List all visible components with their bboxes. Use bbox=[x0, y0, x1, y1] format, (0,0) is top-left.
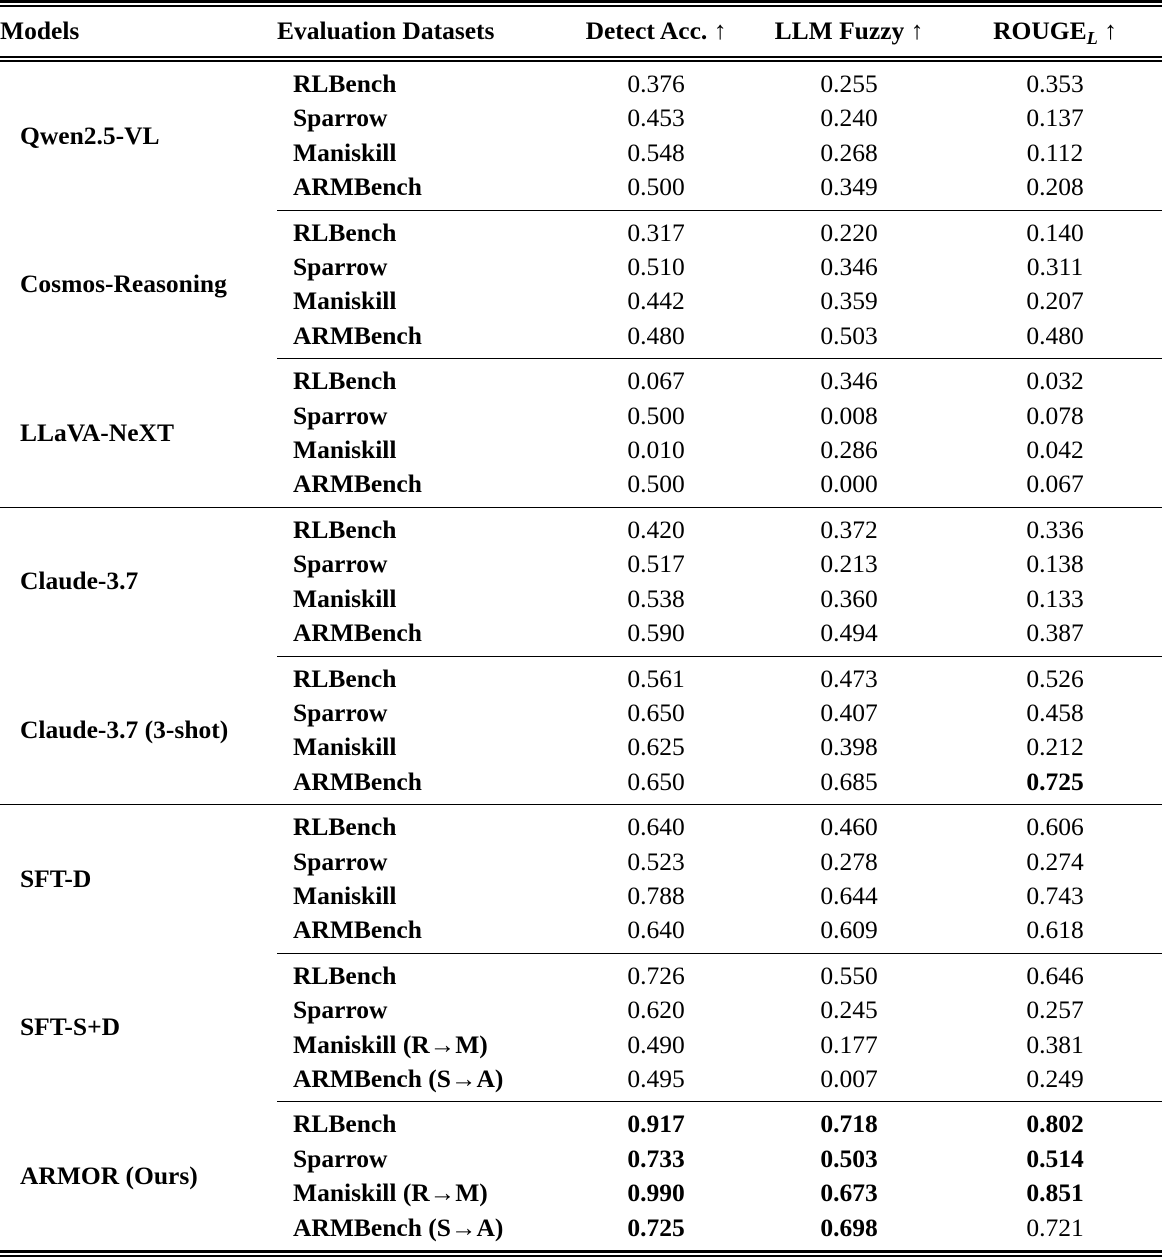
metric-fuzzy-cell: 0.286 bbox=[820, 435, 878, 465]
dataset-name-cell: Maniskill (R→M) bbox=[293, 1178, 488, 1208]
metric-rouge-cell: 0.042 bbox=[1026, 435, 1084, 465]
dataset-name-cell: Maniskill bbox=[293, 286, 397, 316]
metric-rouge-cell: 0.802 bbox=[1026, 1109, 1084, 1139]
metric-rouge-cell: 0.274 bbox=[1026, 846, 1084, 876]
table-row bbox=[0, 216, 1162, 250]
dataset-name-cell: Sparrow bbox=[293, 252, 388, 282]
column-header-rouge-l bbox=[948, 7, 1162, 57]
column-header-detect-acc-label: Detect Acc. bbox=[585, 16, 708, 45]
table-row bbox=[0, 662, 1162, 696]
benchmark-results-table bbox=[0, 7, 1162, 1250]
metric-rouge-cell: 0.606 bbox=[1026, 812, 1084, 842]
metric-fuzzy-cell: 0.240 bbox=[820, 103, 878, 133]
dataset-name-cell: ARMBench bbox=[293, 766, 422, 796]
dataset-name-cell: Sparrow bbox=[293, 846, 388, 876]
metric-detect-cell: 0.640 bbox=[627, 915, 685, 945]
metric-fuzzy-cell: 0.268 bbox=[820, 137, 878, 167]
metric-rouge-cell: 0.743 bbox=[1026, 880, 1084, 910]
dataset-name-cell: Maniskill (R→M) bbox=[293, 1029, 488, 1059]
table-bottom-rule-outer bbox=[0, 1250, 1162, 1253]
column-header-detect-acc bbox=[562, 7, 750, 57]
metric-fuzzy-cell: 0.398 bbox=[820, 732, 878, 762]
metric-rouge-cell: 0.212 bbox=[1026, 732, 1084, 762]
metric-detect-cell: 0.317 bbox=[627, 217, 685, 247]
metric-fuzzy-cell: 0.494 bbox=[820, 618, 878, 648]
model-name-cell: Qwen2.5-VL bbox=[20, 120, 160, 150]
dataset-name-cell: RLBench bbox=[293, 960, 397, 990]
metric-fuzzy-cell: 0.213 bbox=[820, 549, 878, 579]
column-header-llm-fuzzy bbox=[750, 7, 948, 57]
table-row bbox=[0, 67, 1162, 101]
metric-detect-cell: 0.523 bbox=[627, 846, 685, 876]
up-arrow-icon: ↑ bbox=[713, 16, 727, 45]
table-row bbox=[0, 364, 1162, 398]
dataset-name-cell: RLBench bbox=[293, 1109, 397, 1139]
metric-fuzzy-cell: 0.346 bbox=[820, 366, 878, 396]
table-header-row bbox=[0, 7, 1162, 57]
model-name-cell: ARMOR (Ours) bbox=[20, 1160, 198, 1190]
dataset-name-cell: ARMBench bbox=[293, 469, 422, 499]
metric-fuzzy-cell: 0.673 bbox=[820, 1178, 878, 1208]
metric-detect-cell: 0.067 bbox=[627, 366, 685, 396]
metric-rouge-cell: 0.514 bbox=[1026, 1143, 1084, 1173]
column-header-rouge-l-label: ROUGE bbox=[993, 16, 1087, 45]
dataset-name-cell: RLBench bbox=[293, 514, 397, 544]
metric-fuzzy-cell: 0.007 bbox=[820, 1063, 878, 1093]
metric-fuzzy-cell: 0.503 bbox=[820, 320, 878, 350]
dataset-name-cell: Sparrow bbox=[293, 1143, 388, 1173]
metric-detect-cell: 0.517 bbox=[627, 549, 685, 579]
metric-fuzzy-cell: 0.177 bbox=[820, 1029, 878, 1059]
dataset-name-cell: RLBench bbox=[293, 217, 397, 247]
metric-fuzzy-cell: 0.473 bbox=[820, 663, 878, 693]
metric-fuzzy-cell: 0.685 bbox=[820, 766, 878, 796]
model-name-cell: SFT-S+D bbox=[20, 1012, 121, 1042]
dataset-name-cell: Maniskill bbox=[293, 137, 397, 167]
metric-rouge-cell: 0.480 bbox=[1026, 320, 1084, 350]
dataset-name-cell: ARMBench bbox=[293, 172, 422, 202]
metric-fuzzy-cell: 0.245 bbox=[820, 995, 878, 1025]
model-name-cell: LLaVA-NeXT bbox=[20, 417, 174, 447]
metric-fuzzy-cell: 0.349 bbox=[820, 172, 878, 202]
metric-detect-cell: 0.510 bbox=[627, 252, 685, 282]
up-arrow-icon: ↑ bbox=[1104, 16, 1117, 45]
metric-detect-cell: 0.490 bbox=[627, 1029, 685, 1059]
metric-detect-cell: 0.453 bbox=[627, 103, 685, 133]
metric-rouge-cell: 0.133 bbox=[1026, 583, 1084, 613]
metric-fuzzy-cell: 0.460 bbox=[820, 812, 878, 842]
metric-rouge-cell: 0.112 bbox=[1026, 137, 1084, 167]
metric-rouge-cell: 0.032 bbox=[1026, 366, 1084, 396]
metric-detect-cell: 0.788 bbox=[627, 880, 685, 910]
dataset-name-cell: Sparrow bbox=[293, 697, 388, 727]
table-top-rule-outer bbox=[0, 0, 1162, 3]
metric-fuzzy-cell: 0.346 bbox=[820, 252, 878, 282]
metric-detect-cell: 0.725 bbox=[627, 1212, 685, 1242]
metric-detect-cell: 0.442 bbox=[627, 286, 685, 316]
column-header-rouge-subscript: L bbox=[1086, 28, 1098, 49]
metric-detect-cell: 0.500 bbox=[627, 172, 685, 202]
metric-detect-cell: 0.990 bbox=[627, 1178, 685, 1208]
metric-rouge-cell: 0.249 bbox=[1026, 1063, 1084, 1093]
metric-fuzzy-cell: 0.278 bbox=[820, 846, 878, 876]
table-row bbox=[0, 959, 1162, 993]
model-name-cell: SFT-D bbox=[20, 863, 92, 893]
metric-detect-cell: 0.590 bbox=[627, 618, 685, 648]
dataset-name-cell: ARMBench (S→A) bbox=[293, 1063, 504, 1093]
table-row bbox=[0, 1107, 1162, 1141]
metric-fuzzy-cell: 0.644 bbox=[820, 880, 878, 910]
metric-rouge-cell: 0.078 bbox=[1026, 400, 1084, 430]
metric-rouge-cell: 0.725 bbox=[1026, 766, 1084, 796]
metric-fuzzy-cell: 0.220 bbox=[820, 217, 878, 247]
metric-detect-cell: 0.495 bbox=[627, 1063, 685, 1093]
table-body bbox=[0, 62, 1162, 1250]
metric-fuzzy-cell: 0.372 bbox=[820, 514, 878, 544]
dataset-name-cell: ARMBench bbox=[293, 320, 422, 350]
dataset-name-cell: Sparrow bbox=[293, 995, 388, 1025]
up-arrow-icon: ↑ bbox=[910, 16, 924, 45]
column-header-llm-fuzzy-label: LLM Fuzzy bbox=[774, 16, 905, 45]
model-name-cell: Cosmos-Reasoning bbox=[20, 269, 227, 299]
dataset-name-cell: Maniskill bbox=[293, 880, 397, 910]
metric-rouge-cell: 0.207 bbox=[1026, 286, 1084, 316]
metric-fuzzy-cell: 0.503 bbox=[820, 1143, 878, 1173]
metric-fuzzy-cell: 0.698 bbox=[820, 1212, 878, 1242]
metric-rouge-cell: 0.208 bbox=[1026, 172, 1084, 202]
metric-detect-cell: 0.538 bbox=[627, 583, 685, 613]
metric-detect-cell: 0.376 bbox=[627, 69, 685, 98]
dataset-name-cell: Maniskill bbox=[293, 583, 397, 613]
metric-fuzzy-cell: 0.609 bbox=[820, 915, 878, 945]
metric-rouge-cell: 0.067 bbox=[1026, 469, 1084, 499]
model-name-cell: Claude-3.7 bbox=[20, 566, 139, 596]
dataset-name-cell: Sparrow bbox=[293, 549, 388, 579]
metric-fuzzy-cell: 0.359 bbox=[820, 286, 878, 316]
dataset-name-cell: Maniskill bbox=[293, 732, 397, 762]
metric-rouge-cell: 0.851 bbox=[1026, 1178, 1084, 1208]
metric-detect-cell: 0.917 bbox=[627, 1109, 685, 1139]
model-name-cell: Claude-3.7 (3-shot) bbox=[20, 715, 229, 745]
metric-detect-cell: 0.010 bbox=[627, 435, 685, 465]
metric-fuzzy-cell: 0.718 bbox=[820, 1109, 878, 1139]
metric-detect-cell: 0.620 bbox=[627, 995, 685, 1025]
metric-fuzzy-cell: 0.008 bbox=[820, 400, 878, 430]
dataset-name-cell: RLBench bbox=[293, 663, 397, 693]
metric-detect-cell: 0.650 bbox=[627, 697, 685, 727]
metric-detect-cell: 0.480 bbox=[627, 320, 685, 350]
metric-rouge-cell: 0.721 bbox=[1026, 1212, 1084, 1242]
metric-detect-cell: 0.640 bbox=[627, 812, 685, 842]
metric-rouge-cell: 0.311 bbox=[1026, 252, 1084, 282]
metric-rouge-cell: 0.336 bbox=[1026, 514, 1084, 544]
column-header-models bbox=[0, 7, 277, 57]
metric-detect-cell: 0.500 bbox=[627, 469, 685, 499]
table-header bbox=[0, 7, 1162, 62]
metric-rouge-cell: 0.387 bbox=[1026, 618, 1084, 648]
dataset-name-cell: RLBench bbox=[293, 812, 397, 842]
metric-detect-cell: 0.420 bbox=[627, 514, 685, 544]
metric-detect-cell: 0.548 bbox=[627, 137, 685, 167]
metric-fuzzy-cell: 0.360 bbox=[820, 583, 878, 613]
metric-fuzzy-cell: 0.255 bbox=[820, 69, 878, 98]
dataset-name-cell: ARMBench bbox=[293, 915, 422, 945]
dataset-name-cell: Sparrow bbox=[293, 103, 388, 133]
metric-rouge-cell: 0.381 bbox=[1026, 1029, 1084, 1059]
metric-fuzzy-cell: 0.407 bbox=[820, 697, 878, 727]
metric-rouge-cell: 0.458 bbox=[1026, 697, 1084, 727]
metric-detect-cell: 0.561 bbox=[627, 663, 685, 693]
metric-detect-cell: 0.500 bbox=[627, 400, 685, 430]
metric-fuzzy-cell: 0.000 bbox=[820, 469, 878, 499]
column-header-datasets-label: Evaluation Datasets bbox=[277, 16, 495, 45]
metric-detect-cell: 0.650 bbox=[627, 766, 685, 796]
metric-detect-cell: 0.726 bbox=[627, 960, 685, 990]
table-row bbox=[0, 810, 1162, 844]
metric-rouge-cell: 0.140 bbox=[1026, 217, 1084, 247]
column-header-datasets bbox=[277, 7, 562, 57]
metric-rouge-cell: 0.526 bbox=[1026, 663, 1084, 693]
metric-rouge-cell: 0.257 bbox=[1026, 995, 1084, 1025]
metric-detect-cell: 0.733 bbox=[627, 1143, 685, 1173]
table-row bbox=[0, 513, 1162, 547]
metric-rouge-cell: 0.137 bbox=[1026, 103, 1084, 133]
dataset-name-cell: ARMBench bbox=[293, 618, 422, 648]
metric-detect-cell: 0.625 bbox=[627, 732, 685, 762]
metric-rouge-cell: 0.353 bbox=[1026, 69, 1084, 98]
metric-rouge-cell: 0.138 bbox=[1026, 549, 1084, 579]
metric-rouge-cell: 0.618 bbox=[1026, 915, 1084, 945]
dataset-name-cell: Maniskill bbox=[293, 435, 397, 465]
dataset-name-cell: RLBench bbox=[293, 366, 397, 396]
metric-fuzzy-cell: 0.550 bbox=[820, 960, 878, 990]
dataset-name-cell: RLBench bbox=[293, 69, 397, 98]
dataset-name-cell: Sparrow bbox=[293, 400, 388, 430]
column-header-models-label: Models bbox=[0, 16, 80, 45]
metric-rouge-cell: 0.646 bbox=[1026, 960, 1084, 990]
dataset-name-cell: ARMBench (S→A) bbox=[293, 1212, 504, 1242]
